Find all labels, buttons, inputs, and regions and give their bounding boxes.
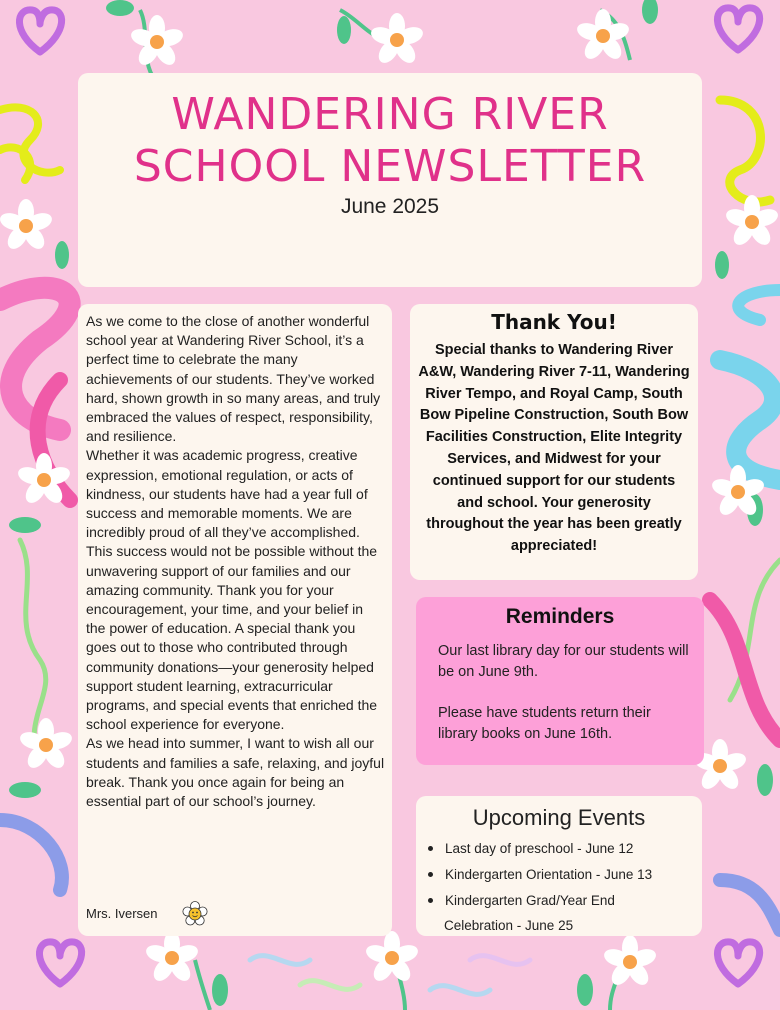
squiggle-ribbon — [720, 100, 770, 202]
reminders-card — [416, 597, 704, 765]
squiggle-ribbon — [470, 956, 530, 965]
flower-icon — [0, 199, 54, 253]
reminders-title: Reminders — [505, 605, 615, 628]
heart-icon — [19, 10, 61, 52]
heart-icon — [39, 942, 81, 984]
flower-icon — [602, 935, 658, 989]
thank-you-body: Special thanks to Wandering River A&W, Wandering River 7-11, Wandering River Tempo, and Royal Camp, South Bow Pipeline Construction, South Bow Facilities Construction, Elite Integrity Services, and Midwest for your continued support for our students and school. Your generosity throughout the year has been greatly appreciated! — [418, 342, 690, 555]
flower-icon — [129, 15, 185, 69]
squiggle-ribbon — [720, 360, 780, 480]
squiggle-ribbon — [738, 290, 780, 320]
event-item — [416, 887, 702, 939]
flower-icon — [575, 9, 631, 63]
bullet-icon — [428, 898, 433, 903]
bullet-icon — [428, 872, 433, 877]
heart-icon — [717, 8, 759, 50]
event-text: Last day of preschool - June 12 — [445, 840, 634, 856]
reminder-item: Our last library day for our students will be on June 9th. — [438, 643, 689, 680]
flower-icon — [18, 718, 74, 772]
signature: Mrs. Iversen — [86, 906, 158, 921]
letter-body — [78, 304, 392, 811]
letter-paragraph: As we head into summer, I want to wish all our students and families a safe, relaxing, and joyful break. Thank you once again for being an essential part of our school’s journey. — [86, 735, 385, 810]
squiggle-ribbon — [720, 880, 780, 930]
thank-you-title: Thank You! — [491, 310, 617, 334]
squiggle-ribbon — [430, 986, 490, 995]
newsletter-date: June 2025 — [340, 195, 440, 218]
letter-paragraph: This success would not be possible without the unwavering support of our families and our amazing community. Thank you for your encouragement, your time, and your belief in the power of education. A special thank you goes out to those who contributed through community donations—your generosity helped support student learning, extracurricular programs, and special events that enriched the school experience for everyone. — [86, 543, 378, 733]
events-list — [416, 835, 702, 939]
bullet-icon — [428, 846, 433, 851]
event-item — [416, 861, 702, 887]
squiggle-ribbon — [250, 956, 310, 965]
flower-icon — [144, 931, 200, 985]
upcoming-events-card — [416, 796, 702, 936]
flower-icon — [369, 13, 425, 67]
smiley-flower-icon — [182, 901, 208, 927]
event-text: Kindergarten Orientation - June 13 — [445, 866, 653, 882]
letter-paragraph: Whether it was academic progress, creative expression, emotional regulation, or acts of kindness, our students have had a year full of success and memorable moments. We are incredibly proud of all they’ve accomplished. — [86, 447, 368, 541]
event-text-continued: Celebration - June 25 — [444, 918, 574, 933]
header-card — [78, 73, 702, 287]
event-text: Kindergarten Grad/Year End — [445, 892, 615, 908]
event-item — [416, 835, 702, 861]
upcoming-events-title: Upcoming Events — [472, 805, 646, 830]
flower-icon — [364, 931, 420, 985]
principal-letter-card — [78, 304, 392, 936]
squiggle-ribbon — [710, 600, 780, 740]
reminder-item: Please have students return their library books on June 16th. — [438, 705, 651, 742]
heart-icon — [717, 942, 759, 984]
thank-you-card — [410, 304, 698, 580]
squiggle-ribbon — [300, 981, 360, 990]
letter-paragraph: As we come to the close of another wonderful school year at Wandering River School, it’s a perfect time to celebrate the many achievements of our students. They’ve worked hard, shown growth in so many areas, and truly embraced the values of respect, responsibility, and resilience. — [86, 313, 381, 445]
newsletter-title: WANDERING RIVER SCHOOL NEWSLETTER — [133, 89, 647, 192]
squiggle-ribbon — [0, 820, 62, 890]
